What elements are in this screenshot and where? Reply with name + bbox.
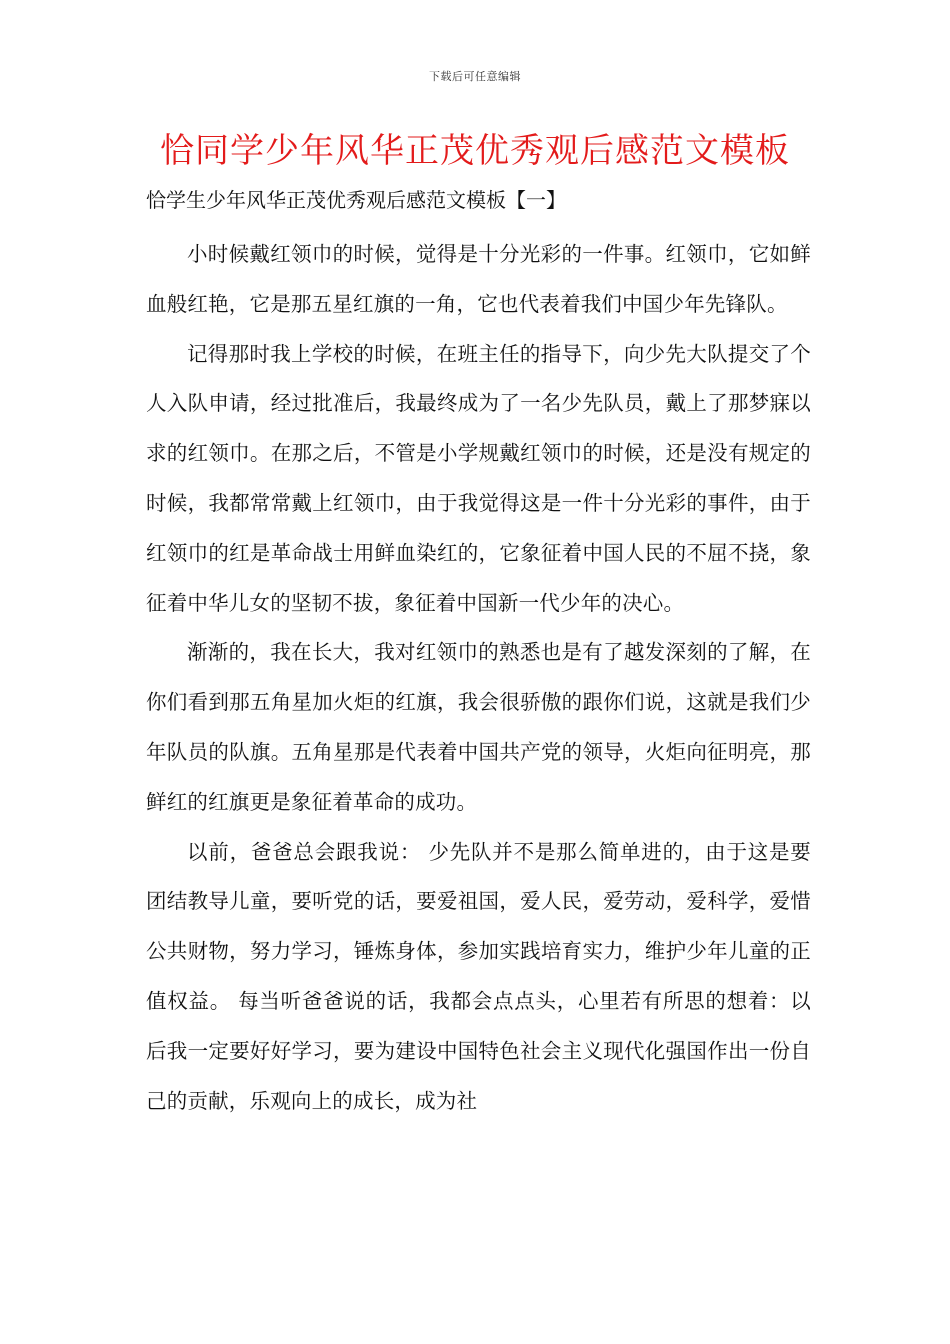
document-title: 恰同学少年风华正茂优秀观后感范文模板 xyxy=(160,131,790,171)
paragraph: 以前，爸爸总会跟我说： 少先队并不是那么简单进的，由于这是要团结教导儿童，要听党的话，要爱祖国，爱人民，爱劳动，爱科学，爱惜公共财物，努力学习，锤炼身体，参加实践培育实力，维护少年儿童的正值权益。 每当听爸爸说的话，我都会点点头，心里若有所思的想着：以后我一定要好好学习，要为建设中国特色社会主义现代化强国作出一份自己的贡献，乐观向上的成长，成为社 xyxy=(146,839,811,1113)
download-note: 下载后可任意编辑 xyxy=(429,70,521,83)
paragraph: 小时候戴红领巾的时候，觉得是十分光彩的一件事。红领巾，它如鲜血般红艳，它是那五星红旗的一角，它也代表着我们中国少年先锋队。 xyxy=(146,242,811,316)
document-subtitle: 恰学生少年风华正茂优秀观后感范文模板【一】 xyxy=(146,188,566,212)
paragraph: 渐渐的，我在长大，我对红领巾的熟悉也是有了越发深刻的了解，在你们看到那五角星加火炬的红旗，我会很骄傲的跟你们说，这就是我们少年队员的队旗。五角星那是代表着中国共产党的领导，火炬向征明亮，那鲜红的红旗更是象征着革命的成功。 xyxy=(146,640,811,814)
document-body xyxy=(146,230,811,1126)
paragraph: 记得那时我上学校的时候，在班主任的指导下，向少先大队提交了个人入队申请，经过批准后，我最终成为了一名少先队员，戴上了那梦寐以求的红领巾。在那之后，不管是小学规戴红领巾的时候，还是没有规定的时候，我都常常戴上红领巾，由于我觉得这是一件十分光彩的事件，由于红领巾的红是革命战士用鲜血染红的，它象征着中国人民的不屈不挠，象征着中华儿女的坚韧不拔，象征着中国新一代少年的决心。 xyxy=(146,341,811,615)
